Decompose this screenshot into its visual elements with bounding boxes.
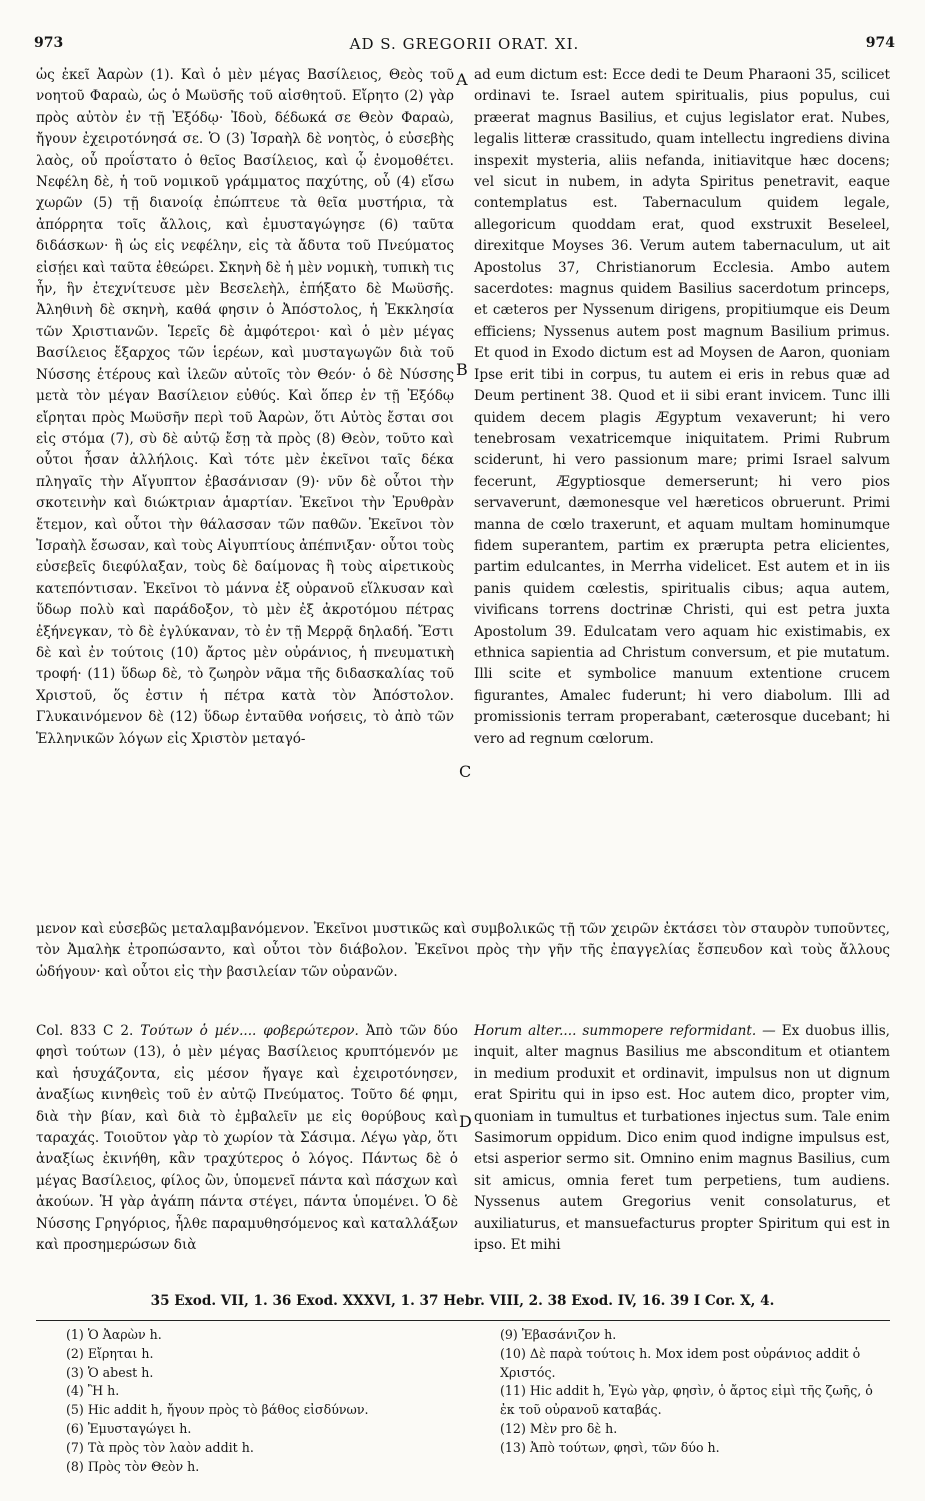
margin-marker-d: D bbox=[459, 1112, 472, 1131]
footnote: (6) Ἐμυσταγώγει h. bbox=[66, 1420, 192, 1436]
greek-column-upper bbox=[36, 65, 454, 750]
greek-column-lower bbox=[36, 1021, 458, 1256]
footnote: (10) Δὲ παρὰ τούτοις h. Mox idem post οὐράνιος addit ὁ Χριστός. bbox=[500, 1345, 861, 1380]
latin-text-upper: ad eum dictum est: Ecce dedi te Deum Pharaoni 35, scilicet ordinavi te. Israel autem spiritualis, pius populus, cui præerat magnus Basilius, et cujus legislator erat. Nubes, legalis litteræ crassitudo, quam intellectu ingrediens divina inspexit mysteria, aliis nefanda, initiavitque hæc docens; vel sicut in nubem, in adyta Spiritus penetravit, eaque contemplatus est. Tabernaculum quidem legale, allegoricum quoddam erat, quod exstruxit Beseleel, direxitque Moyses 36. Verum autem tabernaculum, ut ait Apostolus 37, Christianorum Ecclesia. Ambo autem sacerdotes: magnus quidem Basilius sacerdotum princeps, et cæteros per Nyssenum dirigens, propitiumque eis Deum efficiens; Nyssenus autem post magnum Basilium primus. Et quod in Exodo dictum est ad Moysen de Aaron, quoniam Ipse erit tibi in corpus, tu autem ei eris in rebus quæ ad Deum pertinent 38. Quod et ii sibi erant invicem. Tunc illi quidem decem plagis Ægyptum vexaverunt; hi vero tenebrosam vexatricemque iniquitatem. Primi Rubrum sciderunt, hi vero passionum mare; primi Israel salvum fecerunt, Ægyptiosque demerserunt; hi vero pios servaverunt, dæmonesque vel hæreticos obruerunt. Primi manna de cœlo traxerunt, et aquam multam hominumque fidem superantem, partim ex prærupta petra elicientes, partim edulcantes, in Merrha videlicet. Est autem et in iis panis quidem cœlestis, spiritualis cibus; aqua autem, vivificans torrens doctrinæ Christi, qui est petra juxta Apostolum 39. Edulcatam vero aquam hic existimabis, ex ethnica sapientia ad Christum conversum, et pie mutatum. Illi scite et symbolice manuum extentione crucem figurantes, Amalec fuderunt; hi vero diabolum. Illi ad promissionis terram properabant, cæterosque ducebant; hi vero ad regnum cœlorum. bbox=[474, 67, 890, 747]
footnote: (9) Ἐβασάνιζον h. bbox=[500, 1327, 617, 1342]
latin-column-upper bbox=[474, 65, 890, 750]
footnote: (2) Εἴρηται h. bbox=[66, 1345, 154, 1361]
running-header bbox=[34, 35, 895, 57]
greek-commentary-body: Ἀπὸ τῶν δύο φησὶ τούτων (13), ὁ μὲν μέγας Βασίλειος κρυπτόμενόν με καὶ ἡσυχάζοντα, εἰς μέσον ἤγαγε καὶ ἐχειροτόνησεν, ἀναξίως κινηθεὶς τοῦ ἐν αὐτῷ Πνεύματος. Τοῦτο δέ φημι, διὰ τὴν βίαν, καὶ διὰ τὸ ἐμβαλεῖν με εἰς θορύβους καὶ ταραχάς. Τοιοῦτον γὰρ τὸ χωρίον τὰ Σάσιμα. Λέγω γὰρ, ὅτι ἀναξίως ἐκινήθη, κἂν τραχύτερος ὁ λόγος. Πάντως δὲ ὁ μέγας Βασίλειος, φίλος ὢν, ὑπομενεῖ πάντα καὶ πάσχων καὶ ἀκούων. Ἡ γὰρ ἀγάπη πάντα στέγει, πάντα ὑπομένει. Ὁ δὲ Νύσσης Γρηγόριος, ἦλθε παραμυθησόμενος καὶ καταλλάξων καὶ προσημερώσων διὰ bbox=[36, 1023, 458, 1254]
greek-commentary-paragraph bbox=[36, 1021, 458, 1256]
scripture-references: 35 Exod. VII, 1. 36 Exod. XXXVI, 1. 37 Hebr. VIII, 2. 38 Exod. IV, 16. 39 I Cor. X, 4. bbox=[150, 1293, 775, 1309]
page-number-right: 974 bbox=[865, 35, 895, 51]
footnote: (7) Τὰ πρὸς τὸν λαὸν addit h. bbox=[66, 1439, 254, 1455]
margin-marker-c: C bbox=[459, 762, 472, 781]
footnote: (3) Ὁ abest h. bbox=[66, 1364, 154, 1380]
footnote: (12) Μὲν pro δὲ h. bbox=[500, 1420, 618, 1436]
footnotes-right bbox=[500, 1326, 890, 1458]
latin-column-lower bbox=[474, 1021, 890, 1256]
greek-text-upper: ὡς ἐκεῖ Ἀαρὼν (1). Καὶ ὁ μὲν μέγας Βασίλειος, Θεὸς τοῦ νοητοῦ Φαραὼ, ὡς ὁ Μωϋσῆς τοῦ αἰσθητοῦ. Εἴρητο (2) γὰρ πρὸς αὐτὸν ἐν τῇ Ἐξόδῳ· Ἰδοὺ, δέδωκά σε Θεὸν Φαραὼ, ἤγουν ἐχειροτόνησά σε. Ὁ (3) Ἰσραὴλ δὲ νοητὸς, ὁ εὐσεβὴς λαὸς, οὗ προΐστατο ὁ θεῖος Βασίλειος, καὶ ᾧ ἐνομοθέτει. Νεφέλη δὲ, ἡ τοῦ νομικοῦ γράμματος παχύτης, οὗ (4) εἴσω χωρῶν (5) τῇ διανοίᾳ ἐπώπτευε τὰ θεῖα μυστήρια, τὰ ἀπόρρητα τοῖς ἄλλοις, καὶ ἐμυσταγώγησε (6) ταῦτα διδάσκων· ἢ ὡς εἰς νεφέλην, εἰς τὰ ἄδυτα τοῦ Πνεύματος εἰσῄει καὶ ταῦτα ἐθεώρει. Σκηνὴ δὲ ἡ μὲν νομικὴ, τυπικὴ τις ἦν, ἣν ἐτεχνίτευσε μὲν Βεσελεὴλ, ἐπήξατο δὲ Μωϋσῆς. Ἀληθινὴ δὲ σκηνὴ, καθά φησιν ὁ Ἀπόστολος, ἡ Ἐκκλησία τῶν Χριστιανῶν. Ἱερεῖς δὲ ἀμφότεροι· καὶ ὁ μὲν μέγας Βασίλειος ἔξαρχος τῶν ἱερέων, καὶ μυσταγωγῶν διὰ τοῦ Νύσσης ἑτέρους καὶ ἱλεῶν αὐτοῖς τὸν Θεόν· ὁ δὲ Νύσσης μετὰ τὸν μέγαν Βασίλειον εὐθύς. Καὶ ὅπερ ἐν τῇ Ἐξόδῳ εἴρηται πρὸς Μωϋσῆν περὶ τοῦ Ἀαρὼν, ὅτι Αὐτὸς ἔσται σοι εἰς στόμα (7), σὺ δὲ αὐτῷ ἔσῃ τὰ πρὸς (8) Θεὸν, τοῦτο καὶ οὗτοι ἦσαν ἀλλήλοις. Καὶ τότε μὲν ἐκεῖνοι ταῖς δέκα πληγαῖς τὴν Αἴγυπτον ἐβασάνισαν (9)· νῦν δὲ οὗτοι τὴν σκοτεινὴν καὶ διώκτριαν ἁμαρτίαν. Ἐκεῖνοι τὴν Ἐρυθρὰν ἔτεμον, καὶ οὗτοι τὴν θάλασσαν τῶν παθῶν. Ἐκεῖνοι τὸν Ἰσραὴλ ἔσωσαν, καὶ τοὺς Αἰγυπτίους ἀπέπνιξαν· οὗτοι τοὺς εὐσεβεῖς διεφύλαξαν, τοὺς δὲ δαίμονας ἢ τοὺς αἱρετικοὺς κατεπόντισαν. Ἐκεῖνοι τὸ μάννα ἐξ οὐρανοῦ εἵλκυσαν καὶ ὕδωρ πολὺ καὶ παράδοξον, τὸ μὲν ἐξ ἀκροτόμου πέτρας ἐξήνεγκαν, τὸ δὲ ἐγλύκαναν, τὸ ἐν τῇ Μερρᾷ δηλαδή. Ἔστι δὲ καὶ ἐν τούτοις (10) ἄρτος μὲν οὐράνιος, ἡ πνευματικὴ τροφή· (11) ὕδωρ δὲ, τὸ ζωηρὸν νᾶμα τῆς διδασκαλίας τοῦ Χριστοῦ, ὅς ἐστιν ἡ πέτρα κατὰ τὸν Ἀπόστολον. Γλυκαινόμενον δὲ (12) ὕδωρ ἐνταῦθα νοήσεις, τὸ ἀπὸ τῶν Ἑλληνικῶν λόγων εἰς Χριστὸν μεταγό- bbox=[36, 67, 454, 747]
latin-commentary-body: Ex duobus illis, inquit, alter magnus Basilius me absconditum et otiantem in medium produxit et ordinavit, impulsus non ut dignum erat Spiritu qui in ipso est. Hoc autem dico, propter vim, quoniam in tumultus et turbationes injectus sum. Tale enim Sasimorum oppidum. Dico enim quod indigne impulsus est, etsi asperior sermo sit. Omnino enim magnus Basilius, cum sit amicus, omnia feret tum perpetiens, tum audiens. Nyssenus autem Gregorius venit consolaturus, et auxiliaturus, et mansuefacturus propter Spiritum qui est in ipso. Et mihi bbox=[474, 1023, 890, 1254]
latin-commentary-paragraph bbox=[474, 1021, 890, 1256]
footnote: (13) Ἀπὸ τούτων, φησὶ, τῶν δύο h. bbox=[500, 1439, 720, 1455]
footnote: (11) Hic addit h, Ἐγὼ γὰρ, φησὶν, ὁ ἄρτος εἰμὶ τῆς ζωῆς, ὁ ἐκ τοῦ οὐρανοῦ καταβάς. bbox=[500, 1383, 873, 1418]
greek-fullwidth-block bbox=[36, 919, 890, 983]
footnote: (1) Ὁ Ἀαρὼν h. bbox=[66, 1327, 162, 1342]
margin-marker-b: B bbox=[456, 360, 468, 379]
footnote: (8) Πρὸς τὸν Θεὸν h. bbox=[66, 1458, 200, 1474]
running-title: AD S. GREGORII ORAT. XI. bbox=[349, 35, 580, 53]
footnote-divider bbox=[36, 1320, 890, 1321]
footnote: (4) Ἢ h. bbox=[66, 1383, 120, 1399]
latin-lemma: Horum alter.... summopere reformidant. — bbox=[474, 1023, 776, 1039]
greek-fullwidth-text: μενον καὶ εὐσεβῶς μεταλαμβανόμενον. Ἐκεῖνοι μυστικῶς καὶ συμβολικῶς τῇ τῶν χειρῶν ἐκτάσει τὸν σταυρὸν τυποῦντες, τὸν Ἀμαλὴκ ἐτροπώσαντο, καὶ οὗτοι τὸν διάβολον. Ἐκεῖνοι πρὸς τὴν γῆν τῆς ἐπαγγελίας ἔσπευδον καὶ τοὺς ἄλλους ὡδήγουν· καὶ οὗτοι εἰς τὴν βασιλείαν τῶν οὐρανῶν. bbox=[36, 921, 890, 980]
greek-lemma: Τούτων ὁ μέν.... φοβερώτερον. bbox=[140, 1023, 359, 1039]
margin-marker-a: A bbox=[456, 70, 468, 89]
page-number-left: 973 bbox=[34, 35, 64, 51]
column-reference: Col. 833 C 2. bbox=[36, 1023, 134, 1039]
footnotes-left bbox=[66, 1326, 456, 1476]
footnote: (5) Hic addit h, ἤγουν πρὸς τὸ βάθος εἰσδύνων. bbox=[66, 1402, 369, 1418]
